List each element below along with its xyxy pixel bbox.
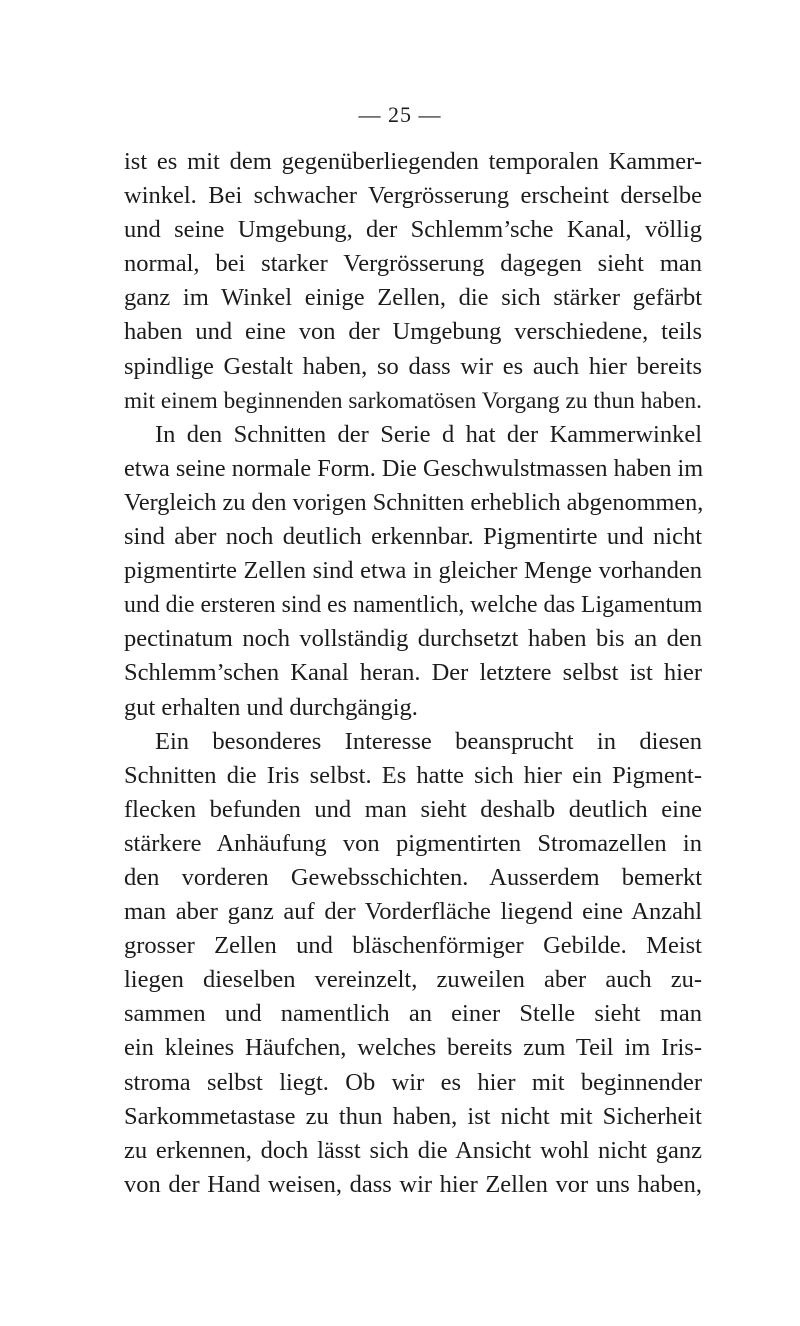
text-line: sind aber noch deutlich erkennbar. Pigmentirte und nicht	[124, 523, 702, 551]
text-line: und die ersteren sind es namentlich, welche das Ligamentum	[124, 592, 703, 619]
page-number: — 25 —	[358, 102, 442, 127]
text-line: man aber ganz auf der Vorderfläche liegend eine Anzahl	[124, 898, 702, 926]
text-line: stärkere Anhäufung von pigmentirten Stromazellen in	[124, 829, 702, 857]
text-line: ist es mit dem gegenüberliegenden temporalen Kammer-	[124, 148, 702, 175]
text-line: liegen dieselben vereinzelt, zuweilen aber auch zu-	[124, 966, 702, 994]
text-line: mit einem beginnenden sarkomatösen Vorgang zu thun haben.	[124, 387, 702, 414]
text-line: sammen und namentlich an einer Stelle sieht man	[124, 1000, 702, 1028]
text-line: pigmentirte Zellen sind etwa in gleicher Menge vorhanden	[124, 557, 702, 585]
text-line: normal, bei starker Vergrösserung dagegen sieht man	[124, 250, 702, 278]
text-line: Sarkommetastase zu thun haben, ist nicht mit Sicherheit	[124, 1102, 702, 1130]
text-line: haben und eine von der Umgebung verschiedene, teils	[124, 318, 702, 346]
text-line: ein kleines Häufchen, welches bereits zum Teil im Iris-	[124, 1034, 702, 1062]
text-line: grosser Zellen und bläschenförmiger Gebilde. Meist	[124, 932, 702, 960]
text-line: flecken befunden und man sieht deshalb deutlich eine	[124, 795, 702, 823]
text-line: Ein besonderes Interesse beansprucht in diesen	[155, 727, 702, 755]
text-line: spindlige Gestalt haben, so dass wir es auch hier bereits	[124, 352, 702, 380]
text-line: gut erhalten und durchgängig.	[124, 693, 418, 721]
body-text	[124, 145, 702, 1202]
text-line: Schlemm’schen Kanal heran. Der letztere selbst ist hier	[124, 659, 702, 687]
text-line: zu erkennen, doch lässt sich die Ansicht wohl nicht ganz	[124, 1136, 702, 1164]
text-line: Vergleich zu den vorigen Schnitten erheblich abgenommen,	[124, 488, 704, 516]
text-line: pectinatum noch vollständig durchsetzt haben bis an den	[124, 625, 702, 653]
text-line: den vorderen Gewebsschichten. Ausserdem bemerkt	[124, 863, 702, 891]
text-line: winkel. Bei schwacher Vergrösserung erscheint derselbe	[124, 182, 702, 210]
text-line: Schnitten die Iris selbst. Es hatte sich hier ein Pigment-	[124, 761, 702, 789]
text-line: stroma selbst liegt. Ob wir es hier mit beginnender	[124, 1068, 702, 1096]
text-line: In den Schnitten der Serie d hat der Kammerwinkel	[155, 420, 702, 448]
text-line: ganz im Winkel einige Zellen, die sich stärker gefärbt	[124, 284, 702, 312]
text-line: und seine Umgebung, der Schlemm’sche Kanal, völlig	[124, 216, 702, 244]
text-line: von der Hand weisen, dass wir hier Zellen vor uns haben,	[124, 1170, 702, 1198]
text-line: etwa seine normale Form. Die Geschwulstmassen haben im	[124, 454, 704, 482]
